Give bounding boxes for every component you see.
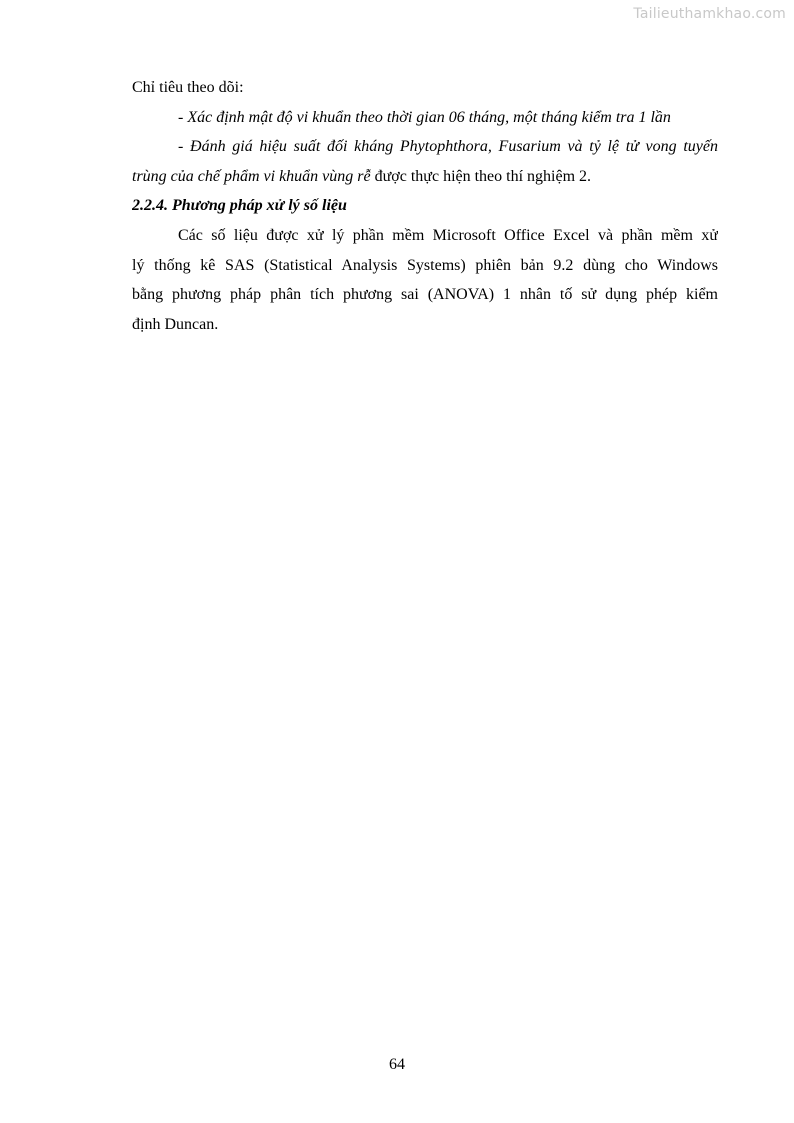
paragraph-line-2: lý thống kê SAS (Statistical Analysis Systems) phiên bản 9.2 dùng cho Windows (132, 256, 718, 274)
section-heading: 2.2.4. Phương pháp xử lý số liệu (132, 197, 347, 215)
document-body (132, 73, 718, 339)
bullet-efficiency-line2 (132, 162, 718, 192)
bullet-efficiency-line1: - Đánh giá hiệu suất đối kháng Phytophthora, Fusarium và tỷ lệ tử vong tuyến (178, 138, 718, 156)
bullet-efficiency-normal-part: được thực hiện theo thí nghiệm 2. (370, 167, 592, 185)
page-number: 64 (389, 1056, 405, 1073)
paragraph-line-4: định Duncan. (132, 315, 219, 333)
watermark-text: Tailieuthamkhao.com (633, 6, 786, 22)
bullet-efficiency-italic-part: trùng của chế phẩm vi khuẩn vùng rễ (132, 167, 371, 185)
paragraph-line-1: Các số liệu được xử lý phần mềm Microsoft Office Excel và phần mềm xử (178, 226, 718, 244)
paragraph-line-3: bằng phương pháp phân tích phương sai (ANOVA) 1 nhân tố sử dụng phép kiểm (132, 286, 718, 304)
label-line: Chỉ tiêu theo dõi: (132, 79, 244, 96)
bullet-density: - Xác định mật độ vi khuẩn theo thời gian 06 tháng, một tháng kiểm tra 1 lần (178, 108, 671, 126)
